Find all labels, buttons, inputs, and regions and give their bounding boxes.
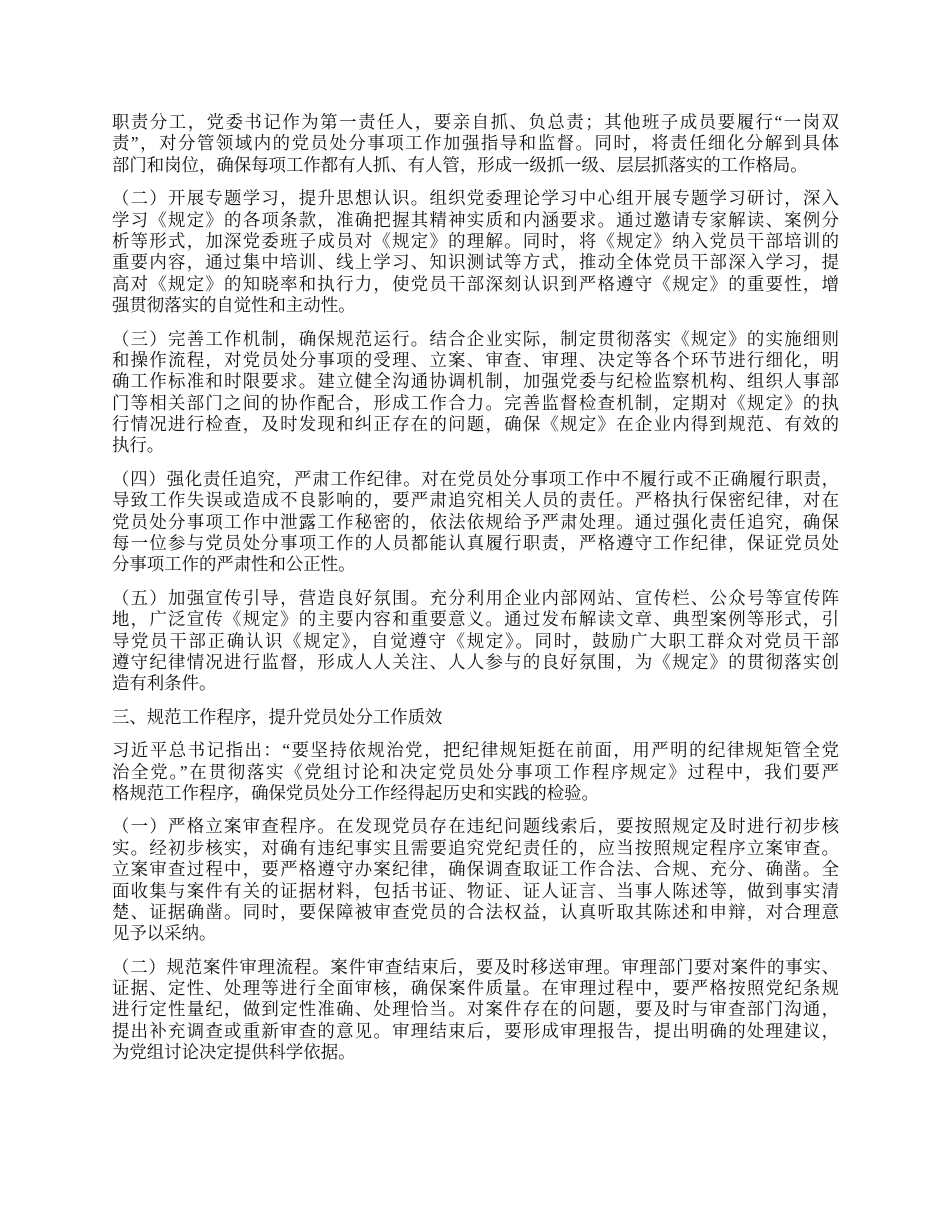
text-line: 为党组讨论决定提供科学依据。 xyxy=(112,1042,356,1063)
paragraph xyxy=(112,188,839,316)
paragraph xyxy=(112,816,839,944)
text-line: （二）规范案件审理流程。案件审查结束后，要及时移送审理。审理部门要对案件的事实、 xyxy=(112,956,839,977)
text-line: 三、规范工作程序，提升党员处分工作质效 xyxy=(112,706,443,727)
text-line: 地，广泛宣传《规定》的主要内容和重要意义。通过发布解读文章、典型案例等形式，引 xyxy=(112,609,839,630)
text-line: 楚、证据确凿。同时，要保障被审查党员的合法权益，认真听取其陈述和申辩，对合理意 xyxy=(112,901,839,922)
text-line: 进行定性量纪，做到定性准确、处理恰当。对案件存在的问题，要及时与审查部门沟通， xyxy=(112,999,839,1020)
paragraph xyxy=(112,588,839,695)
text-line: 强贯彻落实的自觉性和主动性。 xyxy=(112,295,356,316)
text-line: 导致工作失误或造成不良影响的，要严肃追究相关人员的责任。严格执行保密纪律，对在 xyxy=(112,490,839,511)
text-line: （二）开展专题学习，提升思想认识。组织党委理论学习中心组开展专题学习研讨，深入 xyxy=(112,188,839,209)
text-line: 治全党。”在贯彻落实《党组讨论和决定党员处分事项工作程序规定》过程中，我们要严 xyxy=(112,761,839,782)
text-line: （五）加强宣传引导，营造良好氛围。充分利用企业内部网站、宣传栏、公众号等宣传阵 xyxy=(112,587,839,608)
text-line: 行情况进行检查，及时发现和纠正存在的问题，确保《规定》在企业内得到规范、有效的 xyxy=(112,414,839,435)
text-line: 和操作流程，对党员处分事项的受理、立案、审查、审理、决定等各个环节进行细化，明 xyxy=(112,349,839,370)
text-line: 立案审查过程中，要严格遵守办案纪律，确保调查取证工作合法、合规、充分、确凿。全 xyxy=(112,859,839,880)
text-line: （一）严格立案审查程序。在发现党员存在违纪问题线索后，要按照规定及时进行初步核 xyxy=(112,816,839,837)
text-line: 面收集与案件有关的证据材料，包括书证、物证、证人证言、当事人陈述等，做到事实清 xyxy=(112,880,839,901)
text-line: 分事项工作的严肃性和公正性。 xyxy=(112,554,356,575)
text-line: （四）强化责任追究，严肃工作纪律。对在党员处分事项工作中不履行或不正确履行职责， xyxy=(112,468,839,489)
paragraph xyxy=(112,329,839,457)
text-line: 习近平总书记指出：“要坚持依规治党，把纪律规矩挺在前面，用严明的纪律规矩管全党 xyxy=(112,740,839,761)
text-line: 析等形式，加深党委班子成员对《规定》的理解。同时，将《规定》纳入党员干部培训的 xyxy=(112,230,839,251)
text-line: 确工作标准和时限要求。建立健全沟通协调机制，加强党委与纪检监察机构、组织人事部 xyxy=(112,371,839,392)
paragraph xyxy=(112,112,839,176)
text-line: 高对《规定》的知晓率和执行力，使党员干部深刻认识到严格遵守《规定》的重要性，增 xyxy=(112,273,839,294)
text-line: 遵守纪律情况进行监督，形成人人关注、人人参与的良好氛围，为《规定》的贯彻落实创 xyxy=(112,651,839,672)
text-line: 部门和岗位，确保每项工作都有人抓、有人管，形成一级抓一级、层层抓落实的工作格局。 xyxy=(112,154,808,175)
text-line: 实。经初步核实，对确有违纪事实且需要追究党纪责任的，应当按照规定程序立案审查。 xyxy=(112,837,839,858)
text-line: 提出补充调查或重新审查的意见。审理结束后，要形成审理报告，提出明确的处理建议， xyxy=(112,1020,839,1041)
text-line: 格规范工作程序，确保党员处分工作经得起历史和实践的检验。 xyxy=(112,782,599,803)
text-line: 职责分工，党委书记作为第一责任人，要亲自抓、负总责；其他班子成员要履行“一岗双 xyxy=(112,112,839,132)
document-body xyxy=(112,112,839,1076)
text-line: （三）完善工作机制，确保规范运行。结合企业实际，制定贯彻落实《规定》的实施细则 xyxy=(112,328,839,349)
text-line: 执行。 xyxy=(112,435,165,456)
text-line: 导党员干部正确认识《规定》，自觉遵守《规定》。同时，鼓励广大职工群众对党员干部 xyxy=(112,630,839,651)
text-line: 责”，对分管领域内的党员处分事项工作加强指导和监督。同时，将责任细化分解到具体 xyxy=(112,133,839,154)
text-line: 重要内容，通过集中培训、线上学习、知识测试等方式，推动全体党员干部深入学习，提 xyxy=(112,252,839,273)
text-line: 造有利条件。 xyxy=(112,673,217,694)
text-line: 学习《规定》的各项条款，准确把握其精神实质和内涵要求。通过邀请专家解读、案例分 xyxy=(112,209,839,230)
paragraph xyxy=(112,957,839,1064)
text-line: 证据、定性、处理等进行全面审核，确保案件质量。在审理过程中，要严格按照党纪条规 xyxy=(112,978,839,999)
text-line: 党员处分事项工作中泄露工作秘密的，依法依规给予严肃处理。通过强化责任追究，确保 xyxy=(112,511,839,532)
paragraph xyxy=(112,469,839,576)
section-heading xyxy=(112,707,839,728)
text-line: 门等相关部门之间的协作配合，形成工作合力。完善监督检查机制，定期对《规定》的执 xyxy=(112,392,839,413)
text-line: 见予以采纳。 xyxy=(112,923,217,944)
paragraph xyxy=(112,740,839,804)
text-line: 每一位参与党员处分事项工作的人员都能认真履行职责，严格遵守工作纪律，保证党员处 xyxy=(112,533,839,554)
